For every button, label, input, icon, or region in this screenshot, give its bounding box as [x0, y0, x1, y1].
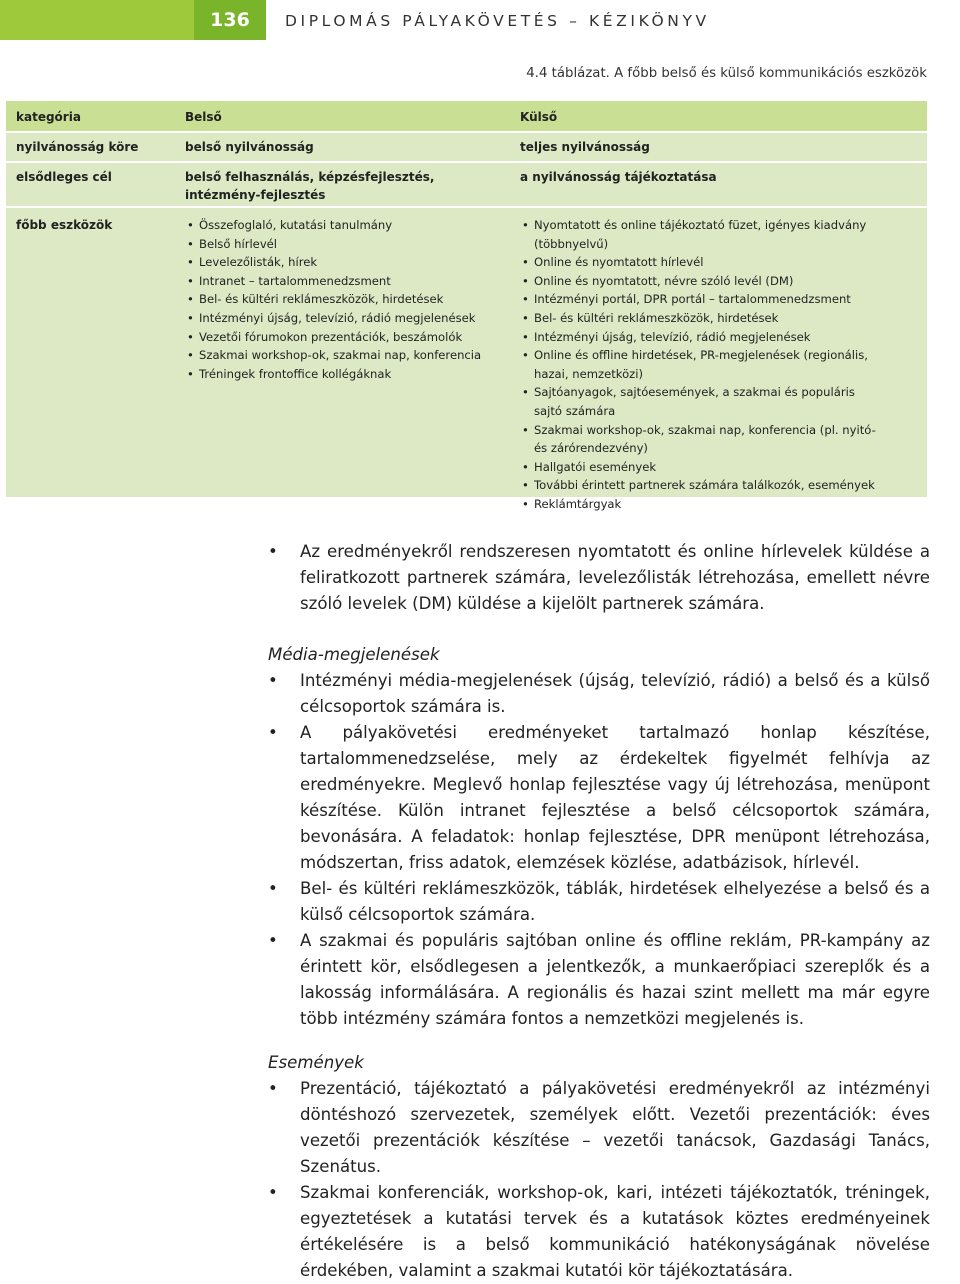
bullet-glyph: •	[268, 879, 278, 898]
table-row	[6, 101, 927, 133]
belso-tools-list	[185, 216, 495, 383]
list-item: • Online és offline hirdetések, PR-megjelenések (regionális, hazai, nemzetközi)	[520, 346, 880, 383]
bullet-glyph: •	[268, 1079, 278, 1098]
list-item: • Intézményi portál, DPR portál – tartalommenedzsment	[520, 290, 880, 309]
list-item: • Szakmai workshop-ok, szakmai nap, konferencia (pl. nyitó- és zárórendezvény)	[520, 421, 880, 458]
list-item: • Összefoglaló, kutatási tanulmány	[185, 216, 495, 235]
page-header	[0, 0, 960, 40]
list-item: • Levelezőlisták, hírek	[185, 253, 495, 272]
running-title: DIPLOMÁS PÁLYAKÖVETÉS – KÉZIKÖNYV	[285, 12, 710, 30]
list-item: • Tréningek frontoffice kollégáknak	[185, 365, 495, 384]
list-item: • Intézményi újság, televízió, rádió megjelenések	[520, 328, 880, 347]
table-row	[6, 133, 927, 163]
paragraph-text: Bel- és kültéri reklámeszközök, táblák, hirdetések elhelyezése a belső és a külső célcsoportok számára.	[300, 879, 930, 924]
list-item: • Sajtóanyagok, sajtóesemények, a szakmai és populáris sajtó számára	[520, 383, 880, 420]
cell-kulso-nyilvanossag: teljes nyilvánosság	[520, 140, 650, 154]
table-caption: 4.4 táblázat. A főbb belső és külső kommunikációs eszközök	[526, 66, 927, 81]
list-item: • Szakmai workshop-ok, szakmai nap, konferencia	[185, 346, 495, 365]
table-row	[6, 208, 927, 511]
list-item: • Intézményi újság, televízió, rádió megjelenések	[185, 309, 495, 328]
list-item: • Online és nyomtatott, névre szóló levél (DM)	[520, 272, 880, 291]
list-item: • Hallgatói események	[520, 458, 880, 477]
header-color-band	[0, 0, 194, 40]
kulso-tools-list	[520, 216, 880, 514]
bullet-glyph: •	[268, 723, 278, 742]
col-header-belso: Belső	[185, 110, 222, 124]
bullet-paragraph	[268, 1180, 930, 1284]
bullet-glyph: •	[268, 671, 278, 690]
list-item: • Belső hírlevél	[185, 235, 495, 254]
paragraph-text: A pályakövetési eredményeket tartalmazó honlap készítése, tartalommenedzselése, mely az érdekeltek figyelmét felhívja az eredményekre. Meglevő honlap fejlesztése vagy új létrehozása, menüpont készítése. Külön intranet fejlesztése a belső célcsoportok számára, bevonására. A feladatok: honlap fejlesztése, DPR menüpont létrehozása, módszertan, friss adatok, elemzések közlése, adatbázisok, hírlevél.	[300, 723, 930, 872]
paragraph-text: Szakmai konferenciák, workshop-ok, kari, intézeti tájékoztatók, tréningek, egyeztetések a kutatási tervek és a kutatások köztes eredményeinek értékelésére is a belső kommunikáció hatékonyságának növelése érdekében, valamint a szakmai kutatói kör tájékoztatására.	[300, 1183, 930, 1280]
cell-kulso-cel: a nyilvánosság tájékoztatása	[520, 170, 717, 184]
bullet-paragraph	[268, 928, 930, 1032]
bullet-paragraph	[268, 1076, 930, 1180]
communication-tools-table	[6, 101, 927, 511]
cell-belso-cel: belső felhasználás, képzésfejlesztés, intézmény-fejlesztés	[185, 170, 435, 202]
bullet-glyph: •	[268, 542, 278, 561]
events-section	[268, 1050, 930, 1284]
paragraph-text: Az eredményekről rendszeresen nyomtatott és online hírlevelek küldése a feliratkozott partnerek számára, levelezőlisták létrehozása, emellett névre szóló levelek (DM) küldése a kijelölt partnerek számára.	[300, 542, 930, 613]
table-row	[6, 163, 927, 208]
list-item: • Reklámtárgyak	[520, 495, 880, 514]
page-number: 136	[194, 0, 266, 40]
bullet-paragraph	[268, 668, 930, 720]
bullet-glyph: •	[268, 1183, 278, 1202]
cell-belso-nyilvanossag: belső nyilvánosság	[185, 140, 314, 154]
list-item: • Vezetői fórumokon prezentációk, beszámolók	[185, 328, 495, 347]
bullet-paragraph	[268, 876, 930, 928]
paragraph-text: Intézményi média-megjelenések (újság, televízió, rádió) a belső és a külső célcsoportok számára is.	[300, 671, 930, 716]
list-item: • Online és nyomtatott hírlevél	[520, 253, 880, 272]
section-heading: Média-megjelenések	[268, 645, 440, 664]
row-label-cel: elsődleges cél	[16, 170, 112, 184]
list-item: • Nyomtatott és online tájékoztató füzet, igényes kiadvány (többnyelvű)	[520, 216, 880, 253]
list-item: • Bel- és kültéri reklámeszközök, hirdetések	[520, 309, 880, 328]
list-item: • Bel- és kültéri reklámeszközök, hirdetések	[185, 290, 495, 309]
paragraph-text: Prezentáció, tájékoztató a pályakövetési eredményekről az intézményi döntéshozó szervezetek, személyek előtt. Vezetői prezentációk: éves vezetői prezentációk készítése – vezetői tanácsok, Gazdasági Tanács, Szenátus.	[300, 1079, 930, 1176]
intro-section	[268, 539, 930, 617]
row-label-eszkozok: főbb eszközök	[16, 218, 113, 232]
list-item: • További érintett partnerek számára találkozók, események	[520, 476, 880, 495]
bullet-paragraph	[268, 539, 930, 617]
section-heading: Események	[268, 1053, 364, 1072]
row-label-nyilvanossag: nyilvánosság köre	[16, 140, 139, 154]
col-label-kategoria: kategória	[16, 110, 81, 124]
bullet-glyph: •	[268, 931, 278, 950]
list-item: • Intranet – tartalommenedzsment	[185, 272, 495, 291]
bullet-paragraph	[268, 720, 930, 876]
paragraph-text: A szakmai és populáris sajtóban online és offline reklám, PR-kampány az érintett kör, elsődlegesen a jelentkezők, a munkaerőpiaci szereplők és a lakosság informálására. A regionális és hazai szint mellett ma már egyre több intézmény számára fontos a nemzetközi megjelenés is.	[300, 931, 930, 1028]
col-header-kulso: Külső	[520, 110, 558, 124]
media-section	[268, 642, 930, 1032]
